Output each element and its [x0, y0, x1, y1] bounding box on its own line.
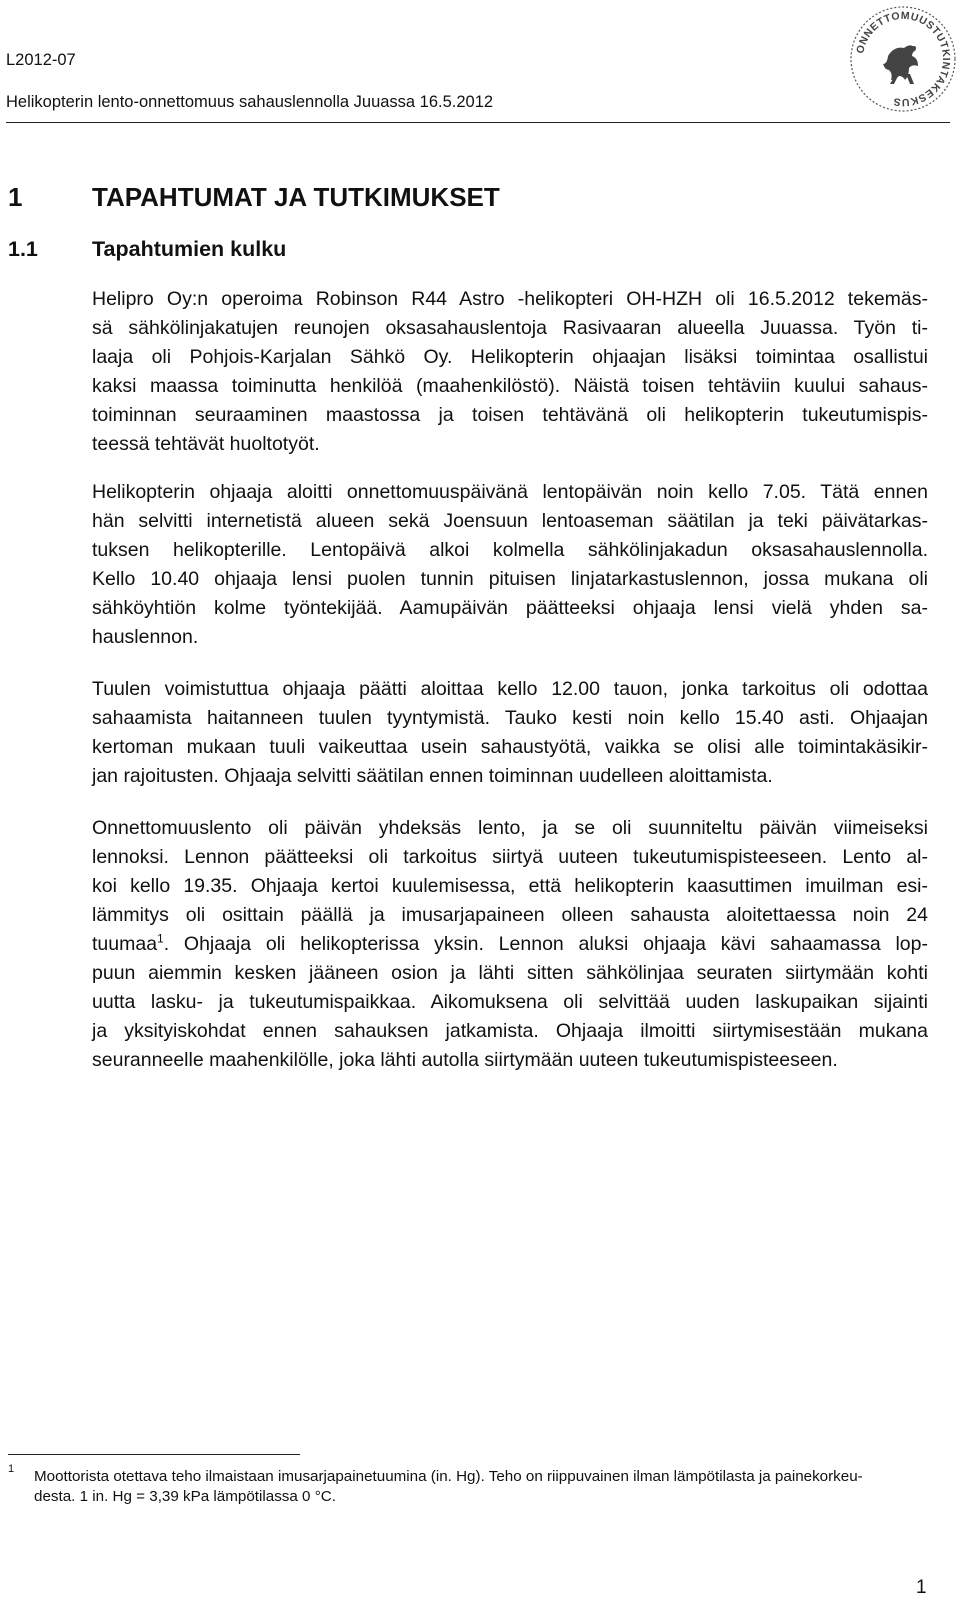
- section-heading: [8, 182, 500, 212]
- header-divider: [6, 122, 950, 123]
- paragraph: [92, 478, 928, 652]
- text-line: tuumaa$^1$. Ohjaaja oli helikopterissa yksin. Lennon aluksi ohjaaja kävi sahaamassa lop-: [92, 931, 928, 955]
- text-line: toiminnan seuraaminen maastossa ja toisen tehtävänä oli helikopterin tukeutumispis-: [92, 404, 928, 426]
- paragraph: [92, 675, 928, 791]
- svg-text:ONNETTOMUUSTUTKINTAKESKUS: ONNETTOMUUSTUTKINTAKESKUS: [854, 9, 953, 109]
- agency-seal-logo: [848, 4, 958, 114]
- text-line: hän selvitti internetistä alueen sekä Joensuun lentoaseman säätilan ja teki päivätarkas-: [92, 510, 928, 532]
- text-line: sähköyhtiön kolme työntekijää. Aamupäivän päätteeksi ohjaaja lensi vielä yhden sa-: [92, 597, 928, 619]
- text-line: sahaamista haitanneen tuulen tyyntymistä. Tauko kesti noin kello 15.40 asti. Ohjaajan: [92, 707, 928, 729]
- text-line: ja yksityiskohdat ennen sahauksen jatkamista. Ohjaaja ilmoitti siirtymisestään mukana: [92, 1020, 928, 1042]
- text-line: Tuulen voimistuttua ohjaaja päätti aloittaa kello 12.00 tauon, jonka tarkoitus oli odottaa: [92, 678, 928, 700]
- footnote-divider: [8, 1454, 300, 1455]
- text-line: sä sähkölinjakatujen reunojen oksasahauslentoja Rasivaaran alueella Juuassa. Työn ti-: [92, 317, 928, 339]
- footnote-text: [34, 1467, 928, 1507]
- footnote-number: 1: [8, 1463, 15, 1475]
- text-line: puun aiemmin kesken jääneen osion ja lähti sitten sähkölinjaa seuraten siirtymään kohti: [92, 962, 928, 984]
- text-line: laaja oli Pohjois-Karjalan Sähkö Oy. Helikopterin ohjaajan lisäksi toimintaa osallistui: [92, 346, 928, 368]
- text-line: Helipro Oy:n operoima Robinson R44 Astro -helikopteri OH-HZH oli 16.5.2012 tekemäs-: [92, 288, 928, 310]
- subsection-heading: [8, 236, 286, 262]
- text-line: Onnettomuuslento oli päivän yhdeksäs lento, ja se oli suunniteltu päivän viimeiseksi: [92, 817, 928, 839]
- text-line: Kello 10.40 ohjaaja lensi puolen tunnin pituisen linjatarkastuslennon, jossa mukana oli: [92, 568, 928, 590]
- text-line: hauslennon.: [92, 626, 199, 648]
- text-line: kertoman mukaan tuuli vaikeuttaa usein sahaustyötä, vaikka se olisi alle toimintakäsikir-: [92, 736, 928, 758]
- subsection-number: 1.1: [8, 237, 38, 261]
- footnote-line: Moottorista otettava teho ilmaistaan imusarjapainetuumina (in. Hg). Teho on riippuvainen ilman lämpötilasta ja painekorkeu-: [34, 1468, 863, 1485]
- section-title: TAPAHTUMAT JA TUTKIMUKSET: [92, 182, 500, 212]
- footnote-line: desta. 1 in. Hg = 3,39 kPa lämpötilassa 0 °C.: [34, 1488, 336, 1505]
- section-number: 1: [8, 182, 23, 212]
- text-line: lämmitys oli osittain päällä ja imusarjapaineen olleen sahausta aloitettaessa noin 24: [92, 904, 928, 926]
- text-line: Helikopterin ohjaaja aloitti onnettomuuspäivänä lentopäivän noin kello 7.05. Tätä ennen: [92, 481, 928, 503]
- lion-icon: [883, 45, 918, 84]
- text-line: tuksen helikopterille. Lentopäivä alkoi kolmella sähkölinjakadun oksasahauslennolla.: [92, 539, 928, 561]
- text-line: uutta lasku- ja tukeutumispaikkaa. Aikomuksena oli selvittää uuden laskupaikan sijainti: [92, 991, 928, 1013]
- text-line: lennoksi. Lennon päätteeksi oli tarkoitus siirtyä uuteen tukeutumispisteeseen. Lento al-: [92, 846, 928, 868]
- report-title: Helikopterin lento-onnettomuus sahauslennolla Juuassa 16.5.2012: [6, 93, 494, 111]
- text-line: seuranneelle maahenkilölle, joka lähti autolla siirtymään uuteen tukeutumispisteeseen.: [92, 1049, 838, 1071]
- text-line: jan rajoitusten. Ohjaaja selvitti säätilan ennen toiminnan uudelleen aloittamista.: [92, 765, 773, 787]
- footnote-reference[interactable]: 1: [157, 931, 164, 946]
- paragraph: [92, 814, 928, 1075]
- report-code: L2012-07: [6, 51, 76, 69]
- text-line: teessä tehtävät huoltotyöt.: [92, 433, 320, 455]
- text-line: kaksi maassa toiminutta henkilöä (maahenkilöstö). Näistä toisen tehtäviin kuului sahaus-: [92, 375, 928, 397]
- subsection-title: Tapahtumien kulku: [92, 237, 287, 261]
- page-number: 1: [916, 1577, 927, 1598]
- text-line: koi kello 19.35. Ohjaaja kertoi kuulemisessa, että helikopterin kaasuttimen imuilman esi-: [92, 875, 928, 897]
- paragraph: [92, 285, 928, 459]
